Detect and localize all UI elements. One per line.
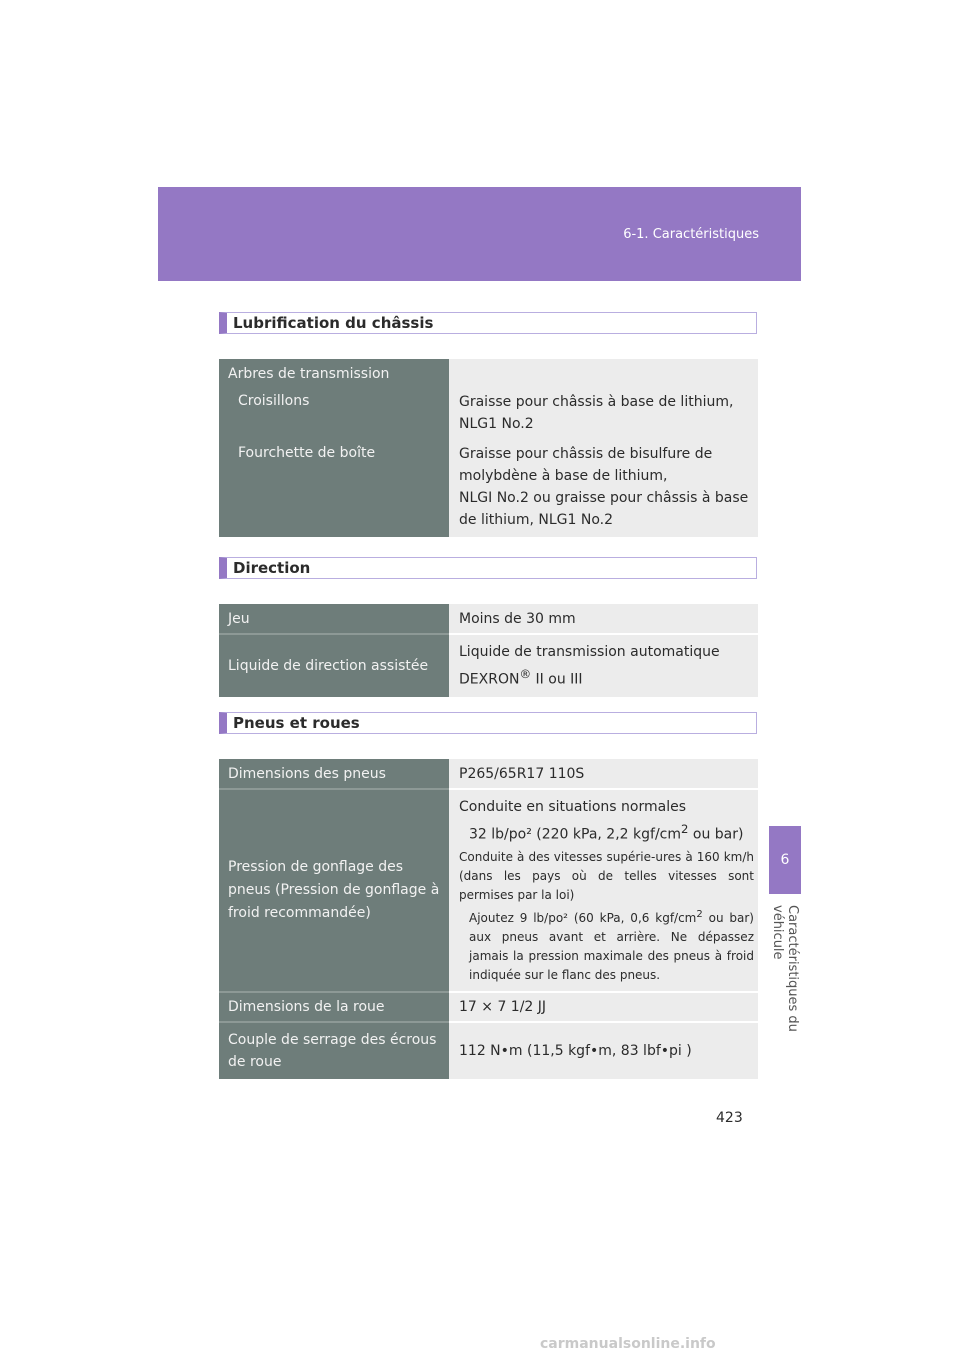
table-row (219, 359, 758, 389)
pression-high-speed-note: ou bar) aux pneus avant et arrière. Ne dépassez jamais la pression maximale des pneus à froid indiquée sur le flanc des pneus. (469, 910, 754, 982)
row-label-jeu: Jeu (219, 604, 449, 634)
table-row (219, 389, 758, 441)
table-row (219, 441, 758, 537)
row-value-croisillons: Graisse pour châssis à base de lithium, NLG1 No.2 (449, 389, 758, 441)
table-row (219, 759, 758, 789)
section-title-chassis: Lubrification du châssis (219, 312, 757, 334)
pression-normal-unit: ou bar) (688, 826, 744, 843)
tires-table (219, 759, 758, 1079)
superscript-2: 2 (681, 822, 689, 836)
table-row (219, 789, 758, 992)
row-label-liquide: Liquide de direction assistée (219, 634, 449, 697)
section-title-direction: Direction (219, 557, 757, 579)
page-number: 423 (716, 1110, 743, 1126)
table-row (219, 1022, 758, 1079)
chapter-tab[interactable]: 6 (769, 826, 801, 894)
fourchette-label: Fourchette de boîte (238, 445, 376, 461)
fourchette-value-line2: NLGI No.2 ou graisse pour châssis à base de lithium, NLG1 No.2 (459, 490, 749, 528)
row-label-arbres: Arbres de transmission (219, 359, 449, 389)
pression-normal-value-text: 32 lb/po² (220 kPa, 2,2 kgf/cm (469, 826, 681, 843)
pression-normal-title: Conduite en situations normales (459, 799, 687, 815)
croisillons-label: Croisillons (238, 393, 310, 409)
section-header-title: 6-1. Caractéristiques (623, 227, 759, 242)
section-title-pneus: Pneus et roues (219, 712, 757, 734)
chapter-tab-label: Caractéristiques du véhicule (770, 905, 800, 1032)
row-label-couple: Couple de serrage des écrous de roue (219, 1022, 449, 1079)
watermark: carmanualsonline.info (540, 1336, 716, 1352)
direction-table (219, 604, 758, 697)
liquide-value-dexron: DEXRON (459, 671, 520, 688)
row-value-jeu: Moins de 30 mm (449, 604, 758, 634)
row-label-croisillons (219, 389, 449, 441)
row-label-pression: Pression de gonflage des pneus (Pression de gonflage à froid recommandée) (219, 789, 449, 992)
superscript-2: 2 (696, 908, 703, 920)
table-row (219, 634, 758, 697)
table-row (219, 604, 758, 634)
chassis-table (219, 359, 758, 537)
row-label-dim-roue: Dimensions de la roue (219, 992, 449, 1022)
row-value-pression (449, 789, 758, 992)
row-value-empty (449, 359, 758, 389)
row-value-fourchette (449, 441, 758, 537)
liquide-value-grade: II ou III (531, 671, 583, 688)
pression-high-speed-text: Ajoutez 9 lb/po² (60 kPa, 0,6 kgf/cm (469, 910, 697, 925)
row-value-couple: 112 N•m (11,5 kgf•m, 83 lbf•pi ) (449, 1022, 758, 1079)
row-value-dim-pneus: P265/65R17 110S (449, 759, 758, 789)
pression-high-speed-title: Conduite à des vitesses supérie-ures à 160 km/h (dans les pays où de telles vitesses sont permises par la loi) (459, 849, 754, 902)
table-row (219, 992, 758, 1022)
pression-normal-value (459, 818, 754, 846)
header-band (158, 187, 801, 281)
fourchette-value-line1: Graisse pour châssis de bisulfure de molybdène à base de lithium, (459, 446, 713, 484)
pression-high-speed-value (459, 905, 754, 985)
row-label-dim-pneus: Dimensions des pneus (219, 759, 449, 789)
row-value-liquide (449, 634, 758, 697)
liquide-value-line1: Liquide de transmission automatique (459, 644, 720, 660)
row-label-fourchette (219, 441, 449, 537)
registered-mark: ® (519, 667, 532, 681)
row-value-dim-roue: 17 × 7 1/2 JJ (449, 992, 758, 1022)
